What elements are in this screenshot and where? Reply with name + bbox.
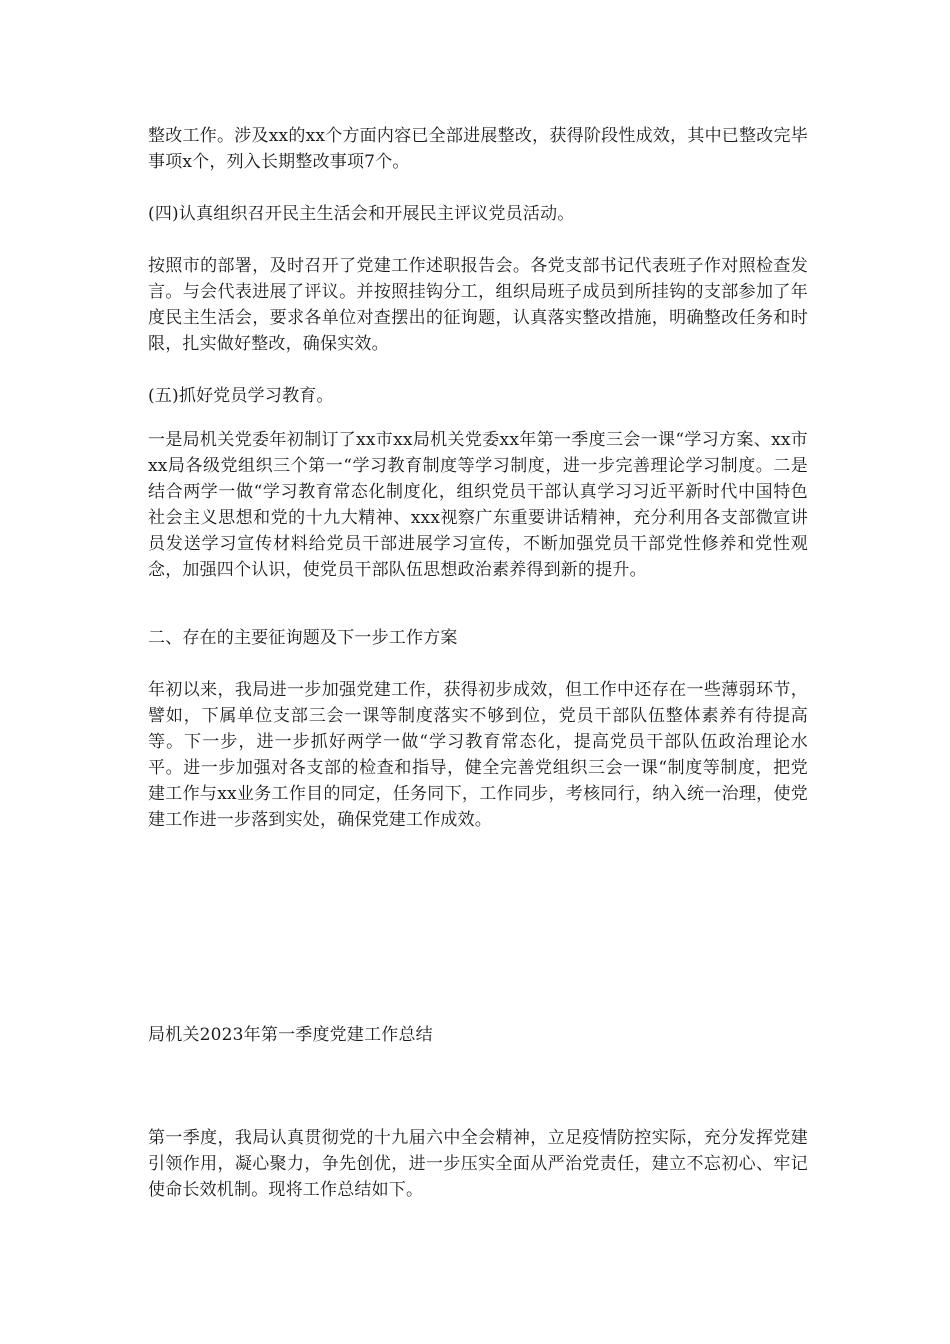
paragraph-party-learning-education: 一是局机关党委年初制订了xx市xx局机关党委xx年第一季度三会一课“学习方案、xx市xx局各级党组织三个第一“学习教育制度等学习制度，进一步完善理论学习制度。二是结合两学一做“学习教育常态化制度化，组织党员干部认真学习习近平新时代中国特色社会主义思想和党的十九大精神、xxx视察广东重要讲话精神，充分利用各支部微宣讲员发送学习宣传材料给党员干部进展学习宣传，不断加强党员干部党性修养和党性观念，加强四个认识，使党员干部队伍思想政治素养得到新的提升。 <box>148 430 808 580</box>
section-heading-4: (四)认真组织召开民主生活会和开展民主评议党员活动。 <box>148 204 575 224</box>
paragraph-democratic-life-meeting: 按照市的部署，及时召开了党建工作述职报告会。各党支部书记代表班子作对照检查发言。与会代表进展了评议。并按照挂钩分工，组织局班子成员到所挂钩的支部参加了年度民主生活会，要求各单位对查摆出的征询题，认真落实整改措施，明确整改任务和时限，扎实做好整改，确保实效。 <box>148 256 808 354</box>
document-title: 局机关2023年第一季度党建工作总结 <box>148 1025 433 1045</box>
section-heading-5: (五)抓好党员学习教育。 <box>148 386 334 406</box>
paragraph-rectification-summary: 整改工作。涉及xx的xx个方面内容已全部进展整改，获得阶段性成效，其中已整改完毕事项x个，列入长期整改事项7个。 <box>148 126 808 172</box>
paragraph-quarter-intro: 第一季度，我局认真贯彻党的十九届六中全会精神，立足疫情防控实际，充分发挥党建引领作用，凝心聚力，争先创优，进一步压实全面从严治党责任，建立不忘初心、牢记使命长效机制。现将工作总结如下。 <box>148 1128 808 1200</box>
paragraph-problems-and-plan: 年初以来，我局进一步加强党建工作，获得初步成效，但工作中还存在一些薄弱环节，譬如，下属单位支部三会一课等制度落实不够到位，党员干部队伍整体素养有待提高等。下一步，进一步抓好两学一做“学习教育常态化，提高党员干部队伍政治理论水平。进一步加强对各支部的检查和指导，健全完善党组织三会一课“制度等制度，把党建工作与xx业务工作目的同定，任务同下，工作同步，考核同行，纳入统一治理，使党建工作进一步落到实处，确保党建工作成效。 <box>148 680 808 830</box>
section-heading-2: 二、存在的主要征询题及下一步工作方案 <box>148 628 458 648</box>
